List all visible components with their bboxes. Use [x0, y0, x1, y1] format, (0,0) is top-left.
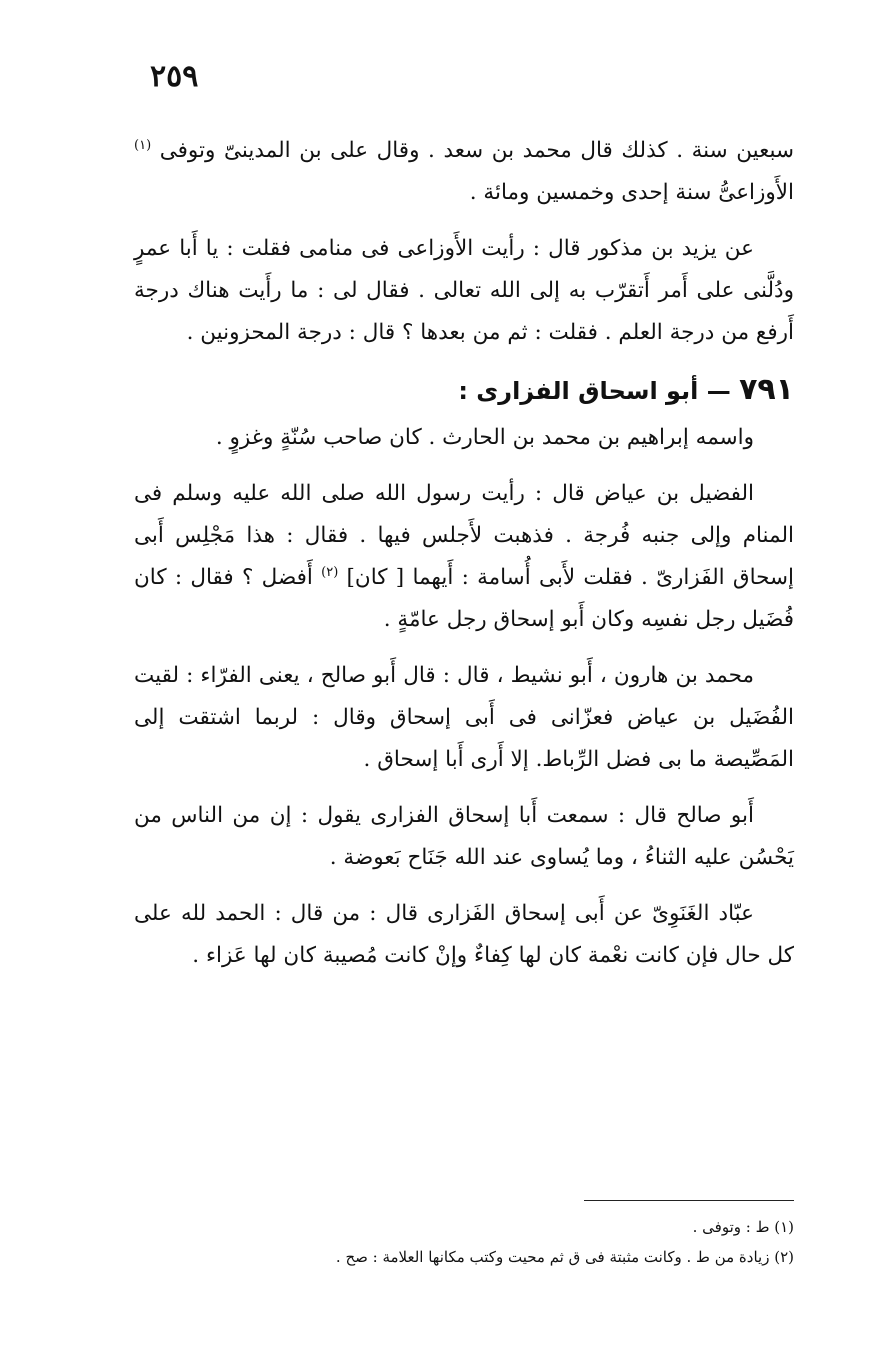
entry-number: ٧٩١	[739, 372, 794, 407]
paragraph-text: سبعين سنة . كذلك قال محمد بن سعد . وقال على بن المدينىّ وتوفى	[159, 138, 794, 163]
paragraph-name: واسمه إبراهيم بن محمد بن الحارث . كان صاحب سُنّةٍ وغزوٍ .	[215, 425, 754, 450]
paragraph-fudayl-dream	[134, 473, 794, 641]
paragraph-abu-salih: محمد بن هارون ، أَبو نشيط ، قال : قال أَبو صالح ، يعنى الفرّاء : لقيت الفُضَيل بن عياض فعزّانى فى أَبى إسحاق وقال : لربما اشتقت إلى المَصِّيصة ما بى فضل الرِّباط. إلا أَرى أَبا إسحاق .	[134, 663, 794, 772]
paragraph-text: الفضيل بن عياض قال : رأيت رسول الله صلى الله عليه وسلم فى المنام وإلى جنبه فُرجة . فذهبت لأَجلس فيها . فقال : هذا مَجْلِس أَبى إسحاق الفَزارىّ . فقلت لأَبى أُسامة : أَيهما [ كان]	[134, 481, 794, 590]
entry-title: أبو اسحاق الفزارى :	[458, 377, 699, 405]
paragraph-death-date	[134, 130, 794, 214]
footnote-divider	[584, 1200, 794, 1201]
heading-dash: —	[706, 377, 731, 405]
paragraph-text: الأَوزاعىُّ سنة إحدى وخمسين ومائة .	[469, 180, 794, 205]
paragraph-dream: عن يزيد بن مذكور قال : رأيت الأَوزاعى فى منامى فقلت : يا أَبا عمرٍ ودُلَّنى على أَمر أَتقرّب به إلى الله تعالى . فقال لى : ما رأَيت هناك درجة أَرفع من درجة العلم . فقلت : ثم من بعدها ؟ قال : درجة المحزونين .	[134, 236, 794, 345]
paragraph-text: أَفضل ؟ فقال : كان فُضَيل رجل نفسِه وكان أَبو إسحاق رجل عامّةٍ .	[134, 565, 794, 632]
page-number: ٢٥٩	[150, 59, 199, 94]
footnote-1: (١) ط : وتوفى .	[692, 1218, 794, 1236]
paragraph-praise: أَبو صالح قال : سمعت أَبا إسحاق الفزارى يقول : إن من الناس من يَحْسُن عليه الثناءُ ، وما يُساوى عند الله جَنَاح بَعوضة .	[134, 803, 794, 870]
paragraph-hamd: عبّاد الغَنَوِىّ عن أَبى إسحاق الفَزارى قال : من قال : الحمد لله على كل حال فإن كانت نعْمة كان لها كِفاءٌ وإنْ كانت مُصيبة كان لها عَزاء .	[134, 901, 794, 968]
entry-heading	[134, 368, 794, 413]
footnote-2: (٢) زيادة من ط . وكانت مثبتة فى ق ثم محيت وكتب مكانها العلامة : صح .	[335, 1248, 794, 1266]
footnotes	[134, 1212, 794, 1272]
main-text	[134, 130, 794, 991]
footnote-ref-1: (١)	[134, 137, 152, 153]
footnote-ref-2: (٢)	[321, 564, 339, 580]
